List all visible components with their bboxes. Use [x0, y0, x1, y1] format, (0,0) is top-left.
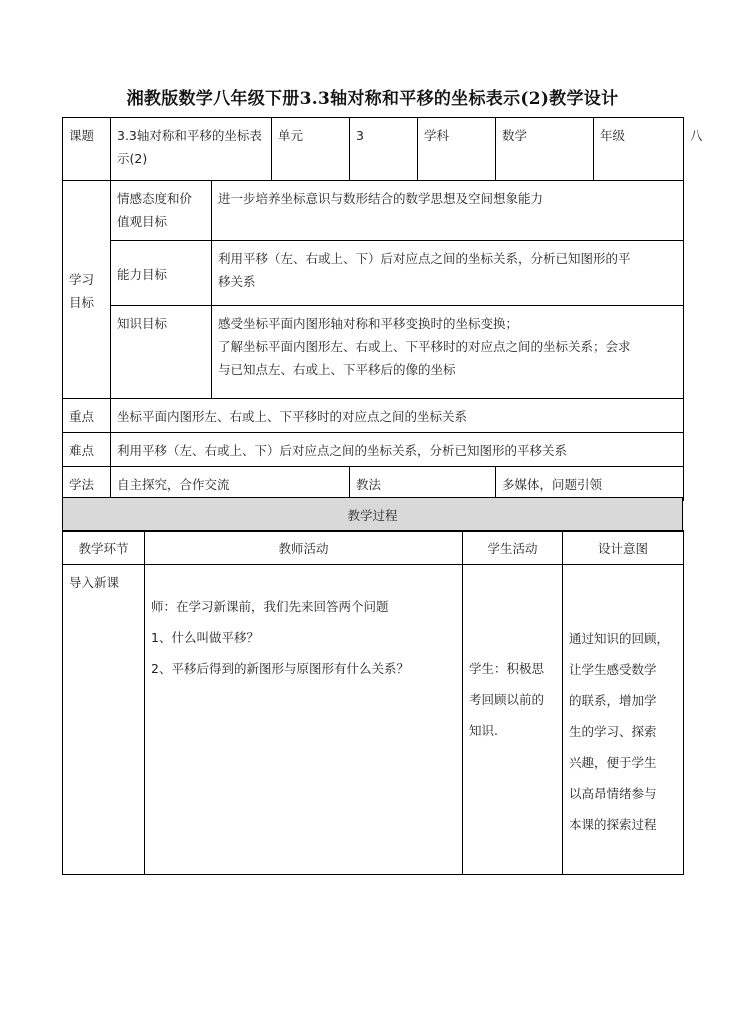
knowledge-objective-label: 知识目标	[111, 306, 212, 399]
process-columns-row	[63, 531, 684, 565]
process-row	[63, 565, 684, 875]
intent-line-2: 让学生感受数学	[569, 662, 657, 677]
knowledge-text-line-3: 与已知点左、右或上、下平移后的像的坐标	[218, 362, 456, 377]
key-point-text: 坐标平面内图形左、右或上、下平移时的对应点之间的坐标关系	[111, 399, 684, 433]
key-point-row	[63, 399, 684, 433]
lesson-info-table	[62, 117, 703, 501]
stage-cell: 导入新课	[63, 565, 145, 875]
difficulty-row	[63, 433, 684, 467]
subject-label: 学科	[418, 118, 496, 181]
ability-objective-label: 能力目标	[111, 241, 212, 306]
student-line-2: 考回顾以前的	[469, 692, 545, 707]
col-header-teacher: 教师活动	[145, 531, 463, 565]
difficulty-label: 难点	[63, 433, 111, 467]
intent-line-5: 兴趣，便于学生	[569, 755, 657, 770]
knowledge-text-line-1: 感受坐标平面内图形轴对称和平移变换时的坐标变换；	[218, 316, 519, 331]
unit-value: 3	[350, 118, 418, 181]
subject-value: 数学	[496, 118, 594, 181]
emotion-objective-label	[111, 181, 212, 241]
teach-method-label: 教法	[350, 467, 496, 501]
process-table	[62, 530, 684, 875]
knowledge-objective-text	[212, 306, 684, 399]
ability-text-line-2: 移关系	[218, 274, 256, 289]
lesson-value-line-2: 示(2)	[117, 151, 148, 166]
student-line-3: 知识.	[469, 723, 498, 738]
knowledge-objective-row	[63, 306, 684, 399]
methods-row	[63, 467, 684, 501]
emotion-label-line-1: 情感态度和价	[117, 191, 193, 206]
ability-text-line-1: 利用平移（左、右或上、下）后对应点之间的坐标关系，分析已知图形的平	[218, 251, 631, 266]
grade-label: 年级	[594, 118, 684, 181]
emotion-objective-row	[63, 181, 684, 241]
intent-line-4: 生的学习、探索	[569, 724, 657, 739]
lesson-value-line-1: 3.3轴对称和平移的坐标表	[117, 128, 262, 143]
col-header-student: 学生活动	[463, 531, 563, 565]
document-title: 湘教版数学八年级下册3.3轴对称和平移的坐标表示(2)教学设计	[126, 89, 619, 109]
process-header-table	[62, 497, 683, 532]
teacher-activity-cell	[145, 565, 463, 875]
objectives-label-line-2: 目标	[69, 294, 95, 310]
teach-method-value: 多媒体，问题引领	[496, 467, 684, 501]
teacher-line-3: 2、平移后得到的新图形与原图形有什么关系？	[151, 661, 409, 676]
ability-objective-row	[63, 241, 684, 306]
study-method-value: 自主探究，合作交流	[111, 467, 350, 501]
intent-line-1: 通过知识的回顾，	[569, 631, 670, 646]
student-activity-cell	[463, 565, 563, 875]
emotion-objective-text: 进一步培养坐标意识与数形结合的数学思想及空间想象能力	[212, 181, 684, 241]
col-header-intent: 设计意图	[563, 531, 684, 565]
design-intent-cell	[563, 565, 684, 875]
study-method-label: 学法	[63, 467, 111, 501]
unit-label: 单元	[272, 118, 350, 181]
knowledge-text-line-2: 了解坐标平面内图形左、右或上、下平移时的对应点之间的坐标关系；会求	[218, 339, 631, 354]
lesson-row: 课题 3.3轴对称和平移的坐标表 示(2) 单元 3 学科 数学 年级 八	[63, 118, 684, 181]
intent-line-7: 本课的探索过程	[569, 817, 657, 832]
objectives-label	[63, 181, 111, 399]
lesson-label: 课题	[63, 118, 111, 181]
process-header: 教学过程	[63, 498, 683, 532]
ability-objective-text	[212, 241, 684, 306]
key-point-label: 重点	[63, 399, 111, 433]
teacher-line-2: 1、什么叫做平移？	[151, 630, 259, 645]
teacher-line-1: 师：在学习新课前，我们先来回答两个问题	[151, 599, 389, 614]
intent-line-3: 的联系，增加学	[569, 693, 657, 708]
objectives-label-line-1: 学习	[69, 271, 95, 287]
lesson-value	[111, 118, 272, 181]
difficulty-text: 利用平移（左、右或上、下）后对应点之间的坐标关系，分析已知图形的平移关系	[111, 433, 684, 467]
intent-line-6: 以高昂情绪参与	[569, 786, 657, 801]
student-line-1: 学生：积极思	[469, 661, 545, 676]
col-header-stage: 教学环节	[63, 531, 145, 565]
emotion-label-line-2: 值观目标	[117, 214, 168, 229]
